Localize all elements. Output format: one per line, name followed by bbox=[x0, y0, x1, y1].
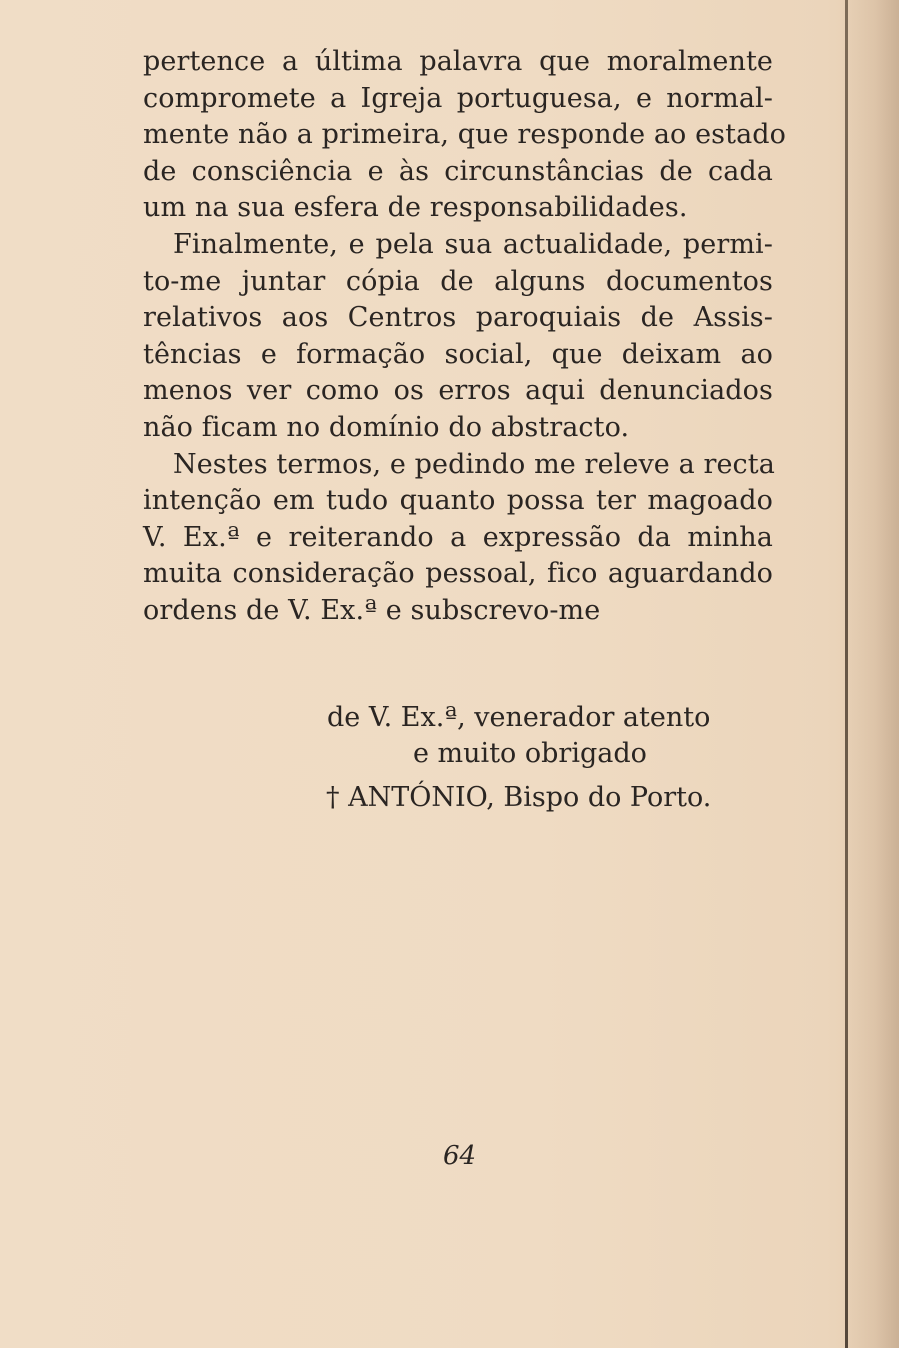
closing-line: de V. Ex.ª, venerador atento bbox=[327, 702, 711, 733]
text-line: intenção em tudo quanto possa ter magoado bbox=[143, 485, 773, 517]
text-line: um na sua esfera de responsabilidades. bbox=[143, 192, 688, 224]
text-line: não ficam no domínio do abstracto. bbox=[143, 411, 630, 443]
text-line: V. Ex.ª e reiterando a expressão da minha bbox=[143, 521, 773, 553]
text-line: menos ver como os erros aqui denunciados bbox=[143, 375, 773, 407]
text-line: pertence a última palavra que moralmente bbox=[143, 46, 773, 77]
text-line: Finalmente, e pela sua actualidade, permi- bbox=[173, 228, 773, 260]
paragraph-2 bbox=[143, 227, 773, 447]
signatory: † ANTÓNIO, Bispo do Porto. bbox=[326, 782, 712, 813]
text-line: ordens de V. Ex.ª e subscrevo-me bbox=[143, 594, 601, 626]
text-line: to-me juntar cópia de alguns documentos bbox=[143, 265, 773, 297]
page-number: 64 bbox=[442, 1141, 477, 1171]
text-line: de consciência e às circunstâncias de cada bbox=[143, 155, 773, 187]
text-line: relativos aos Centros paroquiais de Assis- bbox=[143, 302, 773, 334]
text-line: compromete a Igreja portuguesa, e normal- bbox=[143, 82, 773, 114]
text-line: Nestes termos, e pedindo me releve a recta bbox=[173, 448, 775, 480]
text-line: mente não a primeira, que responde ao estado bbox=[143, 119, 786, 151]
body-text bbox=[143, 44, 786, 630]
text-line: muita consideração pessoal, fico aguardando bbox=[143, 558, 773, 590]
text-line: tências e formação social, que deixam ao bbox=[143, 338, 773, 370]
paragraph-1 bbox=[143, 44, 786, 227]
closing-line: e muito obrigado bbox=[413, 738, 647, 769]
paragraph-3 bbox=[143, 447, 773, 630]
